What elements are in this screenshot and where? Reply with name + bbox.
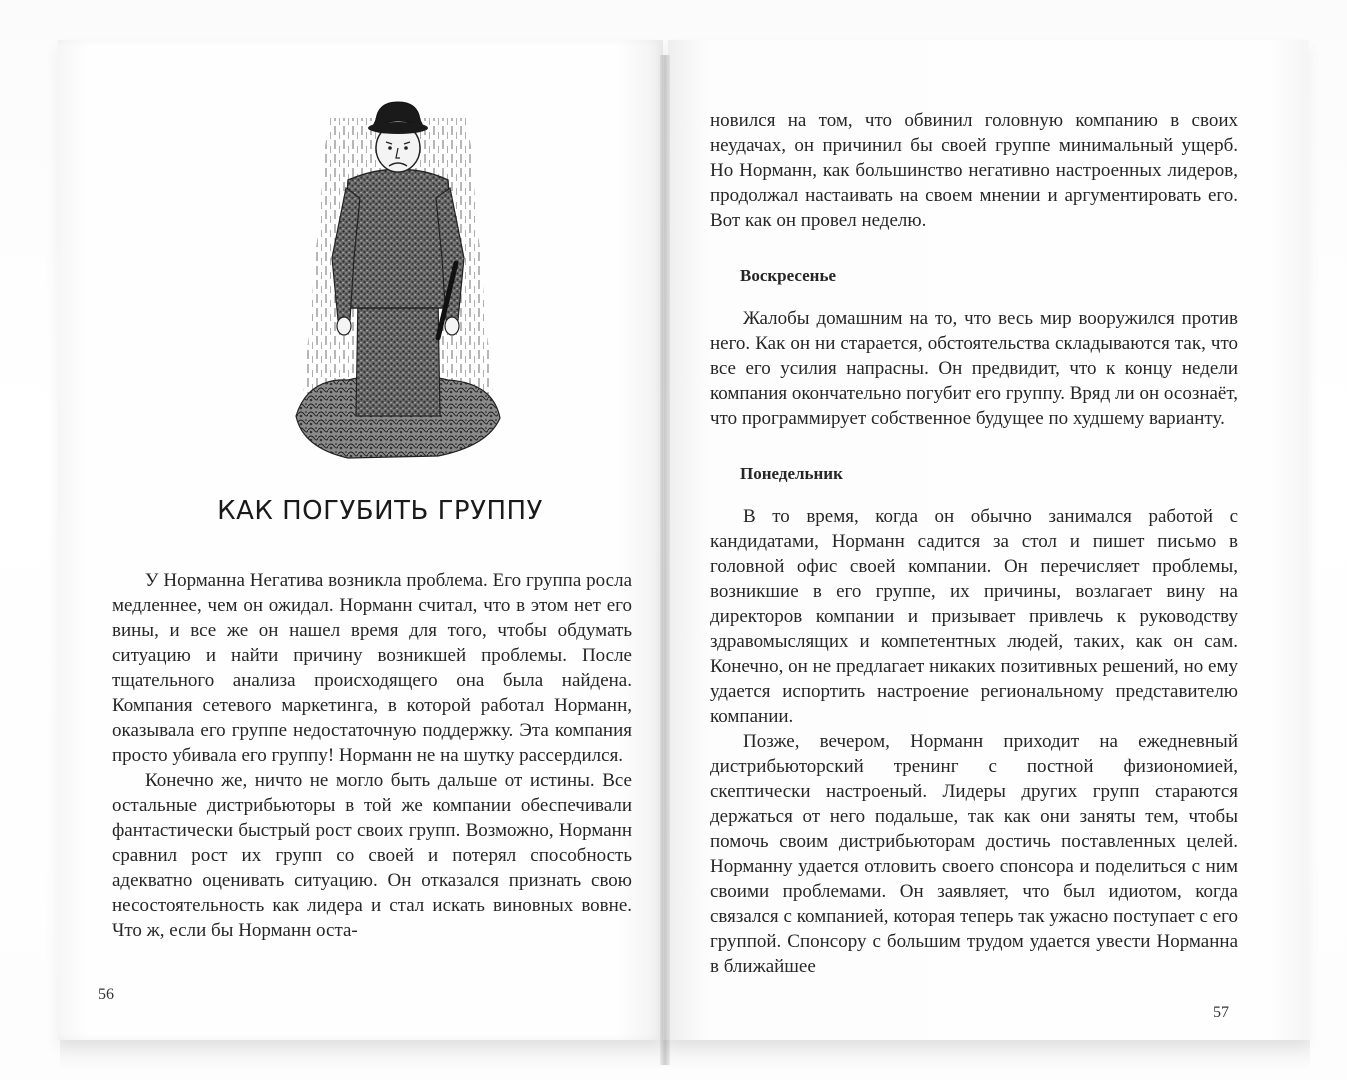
section-heading-monday: Понедельник (740, 464, 843, 483)
section-heading-sunday: Воскресенье (740, 266, 837, 285)
man-in-rain-illustration (288, 98, 508, 466)
right-page-body (710, 108, 1238, 979)
paragraph: Жалобы домашним на то, что весь мир вооружился против него. Как он ни старается, обстоятельства складываются так, что все его усилия напрасны. Он предвидит, что к концу недели компания окончательно погубит его группу. Вряд ли он осознаёт, что программирует собственное будущее по худшему варианту. (710, 308, 1238, 429)
page-number-right: 57 (1213, 1004, 1229, 1021)
page-bottom-shadow (60, 1040, 1310, 1070)
paragraph: У Норманна Негатива возникла проблема. Его группа росла медленнее, чем он ожидал. Норманн считал, что в этом нет его вины, и все же он нашел время для того, чтобы обдумать ситуацию и найти причину возникшей проблемы. После тщательного анализа происходящего она была найдена. Компания сетевого маркетинга, в которой работал Норманн, оказывала его группе недостаточную поддержку. Эта компания просто убивала его группу! Норманн не на шутку рассердился. (112, 570, 632, 766)
left-page-body (112, 568, 632, 943)
paragraph: Позже, вечером, Норманн приходит на ежедневный дистрибьюторский тренинг с постной физиономией, скептически настроеный. Лидеры других групп стараются держаться от него подальше, так как они заняты тем, чтобы помочь своим дистрибьюторам достичь поставленных целей. Норманну удается отловить своего спонсора и поделиться с ним своими проблемами. Он заявляет, что был идиотом, когда связался с компанией, которая теперь так ужасно поступает с его группой. Спонсору с большим трудом удается увести Норманна в ближайшее (710, 731, 1238, 977)
paragraph: В то время, когда он обычно занимался работой с кандидатами, Норманн садится за стол и пишет письмо в головной офис своей компании. Он перечисляет проблемы, возникшие в его группе, их причины, возлагает вину на директоров компании и призывает привлечь к руководству здравомыслящих и компетентных людей, таких, как он сам. Конечно, он не предлагает никаких позитивных решений, но ему удается испортить настроение региональному представителю компании. (710, 506, 1238, 727)
chapter-title: КАК ПОГУБИТЬ ГРУППУ (217, 496, 543, 526)
paragraph: Конечно же, ничто не могло быть дальше от истины. Все остальные дистрибьюторы в той же компании обеспечивали фантастически быстрый рост своих групп. Возможно, Норманн сравнил рост их групп со своей и потерял способность адекватно оценивать ситуацию. Он отказался признать свою несостоятельность как лидера и стал искать виновных вовне. Что ж, если бы Норманн оста- (112, 770, 632, 941)
paragraph: новился на том, что обвинил головную компанию в своих неудачах, он причинил бы своей группе минимальный ущерб. Но Норманн, как большинство негативно настроенных лидеров, продолжал настаивать на своем мнении и аргументировать его. Вот как он провел неделю. (710, 110, 1238, 231)
page-number-left: 56 (98, 986, 114, 1003)
book-gutter (660, 55, 670, 1065)
